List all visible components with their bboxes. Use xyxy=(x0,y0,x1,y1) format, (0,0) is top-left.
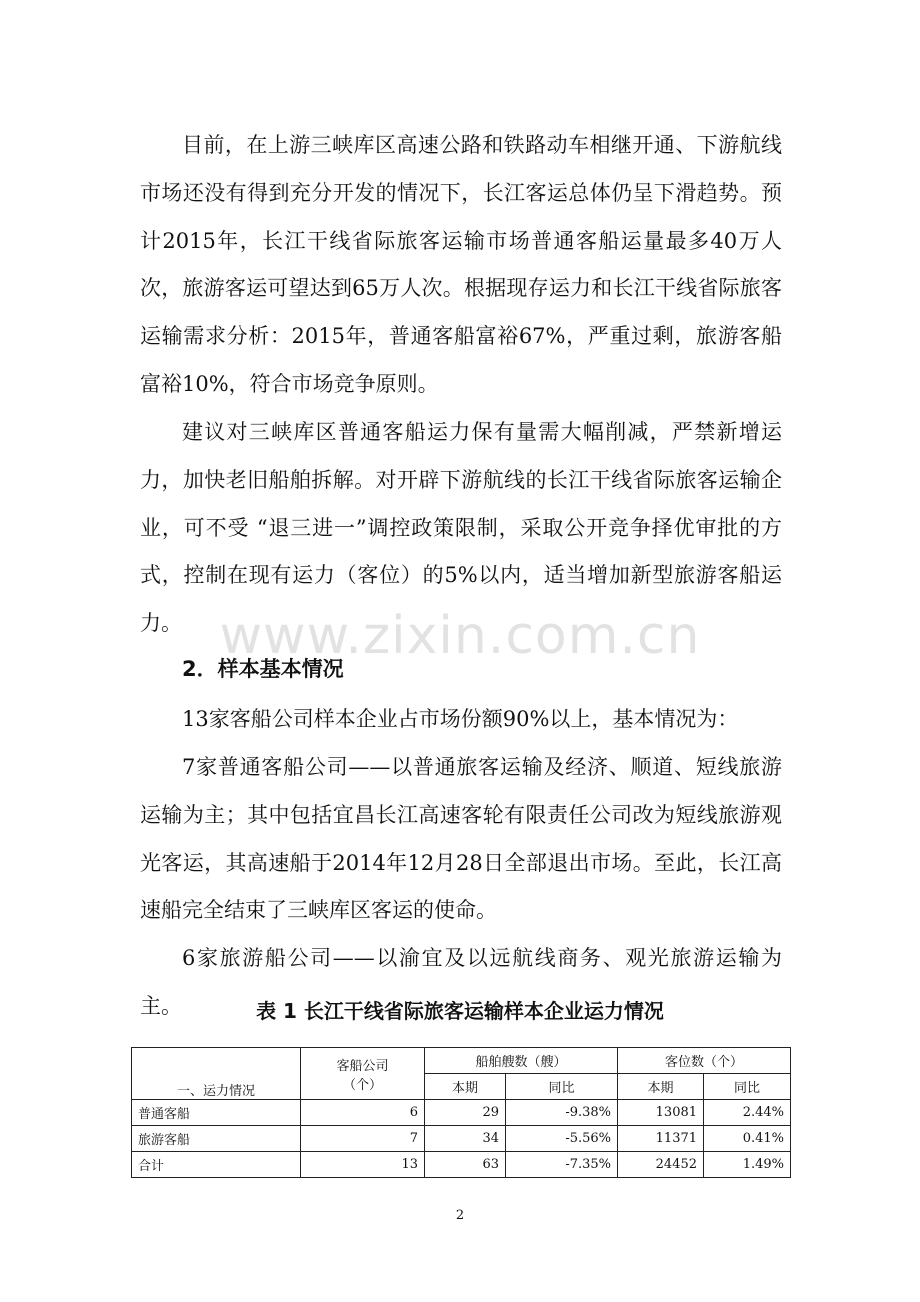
table-header-row-1 xyxy=(132,1048,791,1074)
paragraph-tourist-ships: 6家旅游船公司——以渝宜及以远航线商务、观光旅游运输为主。 xyxy=(140,946,782,1018)
row-companies: 13 xyxy=(301,1152,425,1178)
header-ships: 船舶艘数（艘） xyxy=(425,1048,618,1074)
header-seats: 客位数（个） xyxy=(618,1048,791,1074)
table-caption: 表 1 长江干线省际旅客运输样本企业运力情况 xyxy=(256,999,664,1023)
row-ships-yoy: -7.35% xyxy=(506,1152,618,1178)
header-seats-current: 本期 xyxy=(618,1074,704,1100)
row-ships: 63 xyxy=(425,1152,506,1178)
row-ships-yoy: -5.56% xyxy=(506,1126,618,1152)
header-companies-line2: （个） xyxy=(342,1077,382,1093)
table-row xyxy=(132,1100,791,1126)
header-category: 一、运力情况 xyxy=(132,1048,301,1100)
paragraph-recommendation: 建议对三峡库区普通客船运力保有量需大幅削减，严禁新增运力，加快老旧船舶拆解。对开辟下游航线的长江干线省际旅客运输企业，可不受 “退三进一”调控政策限制，采取公开竞争择优审批的方式，控制在现有运力（客位）的5%以内，适当增加新型旅游客船运力。 xyxy=(140,420,782,636)
row-ships: 29 xyxy=(425,1100,506,1126)
row-ships-yoy: -9.38% xyxy=(506,1100,618,1126)
watermark: www.zixin.com.cn xyxy=(219,606,701,666)
paragraph-current-situation: 目前，在上游三峡库区高速公路和铁路动车相继开通、下游航线市场还没有得到充分开发的情况下，长江客运总体仍呈下滑趋势。预计2015年，长江干线省际旅客运输市场普通客船运量最多40万人次，旅游客运可望达到65万人次。根据现存运力和长江干线省际旅客运输需求分析：2015年，普通客船富裕67%，严重过剩，旅游客船富裕10%，符合市场竞争原则。 xyxy=(140,133,782,396)
row-seats-yoy: 1.49% xyxy=(704,1152,791,1178)
row-ships: 34 xyxy=(425,1126,506,1152)
capacity-table xyxy=(131,1047,791,1178)
row-seats-yoy: 2.44% xyxy=(704,1100,791,1126)
row-name: 旅游客船 xyxy=(132,1126,301,1152)
row-name: 普通客船 xyxy=(132,1100,301,1126)
row-name: 合计 xyxy=(132,1152,301,1178)
header-ships-yoy: 同比 xyxy=(506,1074,618,1100)
row-companies: 7 xyxy=(301,1126,425,1152)
table-row xyxy=(132,1126,791,1152)
paragraph-ordinary-ships: 7家普通客船公司——以普通旅客运输及经济、顺道、短线旅游运输为主；其中包括宜昌长江高速客轮有限责任公司改为短线旅游观光客运，其高速船于2014年12月28日全部退出市场。至此，长江高速船完全结束了三峡库区客运的使命。 xyxy=(140,755,782,923)
row-seats: 13081 xyxy=(618,1100,704,1126)
header-seats-yoy: 同比 xyxy=(704,1074,791,1100)
header-companies xyxy=(301,1048,425,1100)
header-companies-line1: 客船公司 xyxy=(336,1058,389,1074)
page-number: 2 xyxy=(455,1208,465,1223)
row-companies: 6 xyxy=(301,1100,425,1126)
paragraph-sample-overview: 13家客船公司样本企业占市场份额90%以上，基本情况为： xyxy=(182,707,739,731)
row-seats-yoy: 0.41% xyxy=(704,1126,791,1152)
table-row xyxy=(132,1152,791,1178)
row-seats: 24452 xyxy=(618,1152,704,1178)
section-heading: 2．样本基本情况 xyxy=(182,657,344,681)
row-seats: 11371 xyxy=(618,1126,704,1152)
header-ships-current: 本期 xyxy=(425,1074,506,1100)
